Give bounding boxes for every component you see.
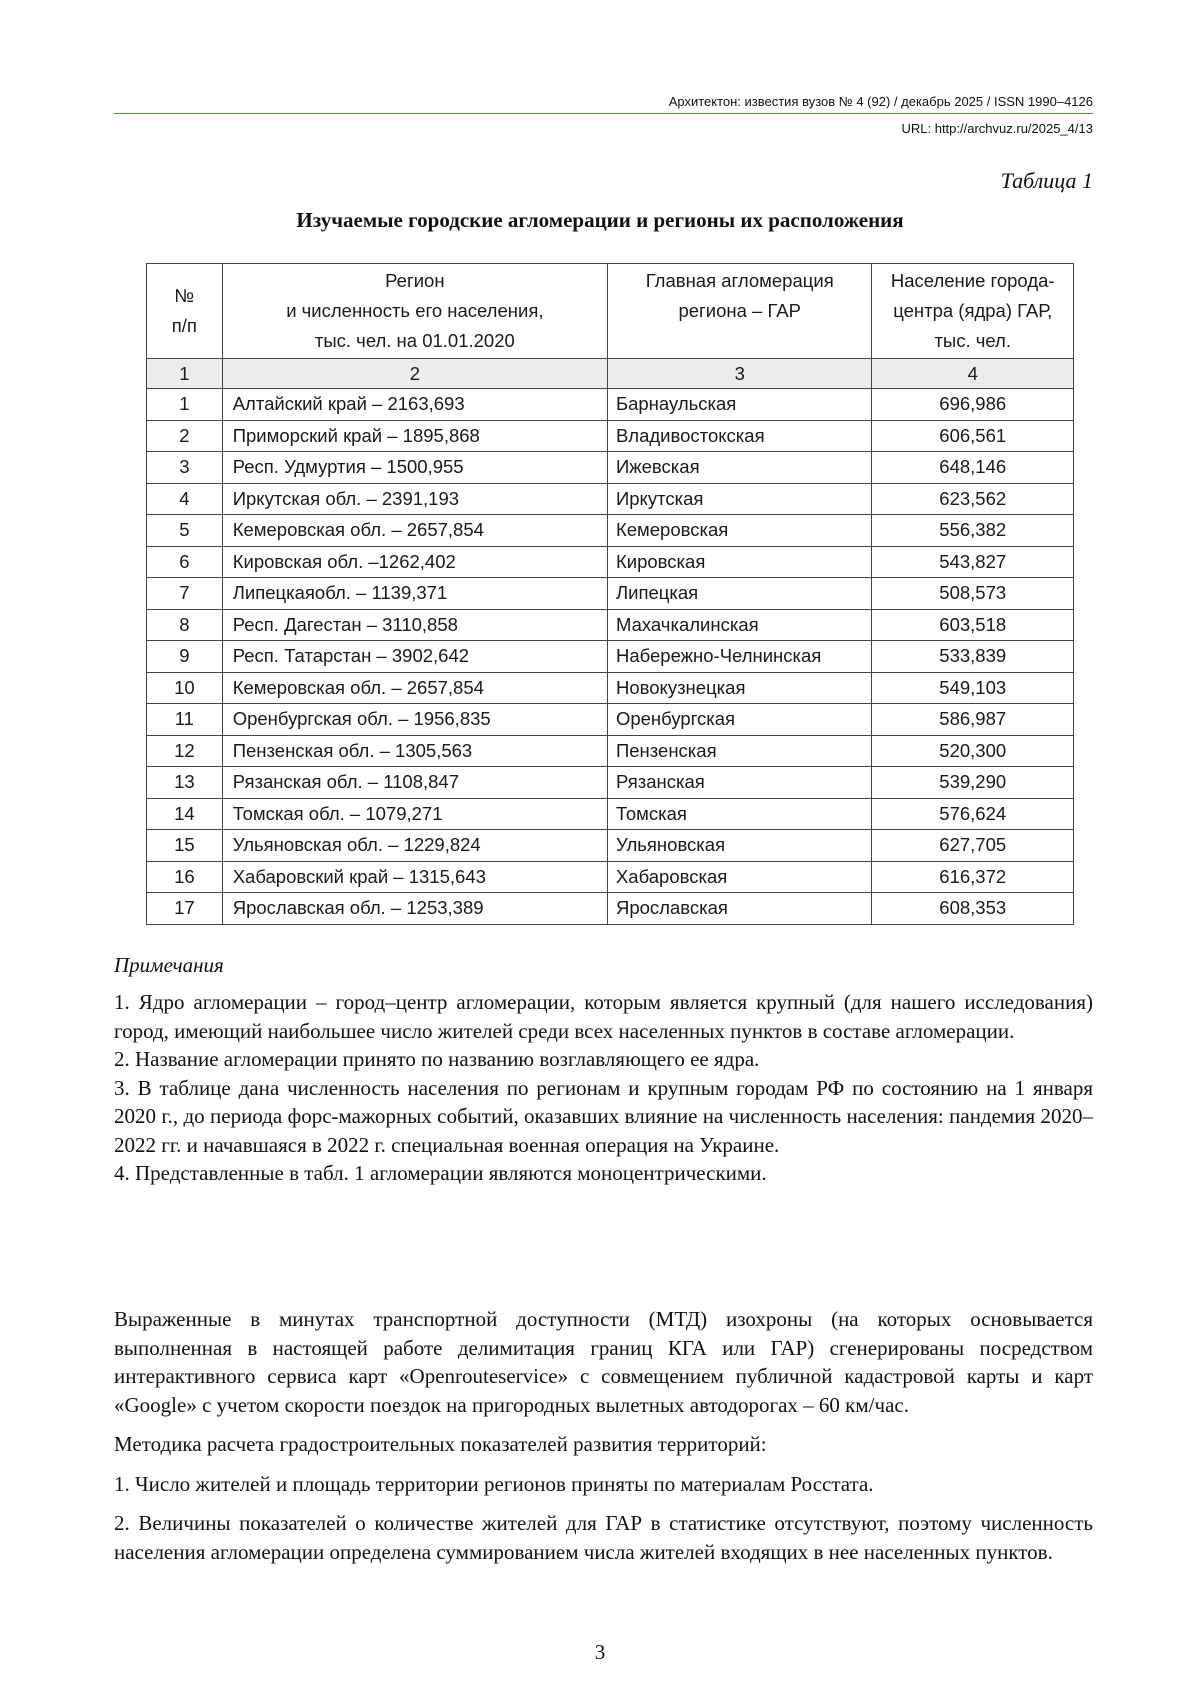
table-row <box>147 672 1074 704</box>
population-cell: 603,518 <box>872 609 1074 641</box>
agglomeration-cell: Пензенская <box>607 735 871 767</box>
column-number: 2 <box>222 359 607 389</box>
row-number: 7 <box>147 578 223 610</box>
header-population-line: центра (ядра) ГАР, <box>893 300 1053 321</box>
header-region <box>222 264 607 359</box>
table-row <box>147 546 1074 578</box>
population-cell: 520,300 <box>872 735 1074 767</box>
table-row <box>147 767 1074 799</box>
agglomeration-cell: Липецкая <box>607 578 871 610</box>
header-population-line: Население города- <box>890 270 1055 291</box>
region-cell: Респ. Удмуртия – 1500,955 <box>222 452 607 484</box>
header-no <box>147 264 223 359</box>
region-cell: Иркутская обл. – 2391,193 <box>222 483 607 515</box>
row-number: 8 <box>147 609 223 641</box>
running-header <box>114 94 1093 137</box>
region-cell: Респ. Татарстан – 3902,642 <box>222 641 607 673</box>
column-number: 4 <box>872 359 1074 389</box>
note-item: 1. Ядро агломерации – город–центр агломерации, которым является крупный (для нашего исследования) город, имеющий наибольшее число жителей среди всех населенных пунктов в составе агломерации. <box>114 990 1093 1043</box>
region-cell: Приморский край – 1895,868 <box>222 420 607 452</box>
agglomeration-cell: Иркутская <box>607 483 871 515</box>
row-number: 1 <box>147 389 223 421</box>
population-cell: 696,986 <box>872 389 1074 421</box>
agglomeration-cell: Кемеровская <box>607 515 871 547</box>
population-cell: 608,353 <box>872 893 1074 925</box>
header-region-line: тыс. чел. на 01.01.2020 <box>314 330 515 351</box>
agglomeration-cell: Новокузнецкая <box>607 672 871 704</box>
row-number: 16 <box>147 861 223 893</box>
table-row <box>147 830 1074 862</box>
column-number: 1 <box>147 359 223 389</box>
row-number: 10 <box>147 672 223 704</box>
agglomeration-cell: Томская <box>607 798 871 830</box>
region-cell: Рязанская обл. – 1108,847 <box>222 767 607 799</box>
row-number: 2 <box>147 420 223 452</box>
agglomeration-cell: Махачкалинская <box>607 609 871 641</box>
region-cell: Ярославская обл. – 1253,389 <box>222 893 607 925</box>
agglomeration-cell: Ульяновская <box>607 830 871 862</box>
region-cell: Хабаровский край – 1315,643 <box>222 861 607 893</box>
row-number: 12 <box>147 735 223 767</box>
body-text <box>114 1305 1093 1577</box>
table-row <box>147 704 1074 736</box>
header-agglomeration-line: региона – ГАР <box>678 300 801 321</box>
row-number: 14 <box>147 798 223 830</box>
table-row <box>147 483 1074 515</box>
region-cell: Алтайский край – 2163,693 <box>222 389 607 421</box>
agglomeration-cell: Барнаульская <box>607 389 871 421</box>
body-paragraph: Методика расчета градостроительных показателей развития территорий: <box>114 1432 767 1456</box>
row-number: 6 <box>147 546 223 578</box>
region-cell: Респ. Дагестан – 3110,858 <box>222 609 607 641</box>
header-region-line: Регион <box>385 270 445 291</box>
table-row <box>147 609 1074 641</box>
table-row <box>147 515 1074 547</box>
population-cell: 539,290 <box>872 767 1074 799</box>
row-number: 11 <box>147 704 223 736</box>
population-cell: 627,705 <box>872 830 1074 862</box>
note-item: 3. В таблице дана численность населения по регионам и крупным городам РФ по состоянию на 1 января 2020 г., до периода форс-мажорных событий, оказавших влияние на численность населения: пандемия 2020–2022 гг. и начавшаяся в 2022 г. специальная военная операция на Украине. <box>114 1075 1093 1157</box>
table-label: Таблица 1 <box>1000 168 1093 193</box>
row-number: 3 <box>147 452 223 484</box>
article-url[interactable]: URL: http://archvuz.ru/2025_4/13 <box>901 121 1093 136</box>
header-no-line: п/п <box>171 315 197 336</box>
table-row <box>147 641 1074 673</box>
note-item: 4. Представленные в табл. 1 агломерации являются моноцентрическими. <box>114 1161 767 1185</box>
table-row <box>147 389 1074 421</box>
header-population <box>872 264 1074 359</box>
population-cell: 623,562 <box>872 483 1074 515</box>
row-number: 4 <box>147 483 223 515</box>
population-cell: 543,827 <box>872 546 1074 578</box>
population-cell: 556,382 <box>872 515 1074 547</box>
population-cell: 616,372 <box>872 861 1074 893</box>
region-cell: Пензенская обл. – 1305,563 <box>222 735 607 767</box>
region-cell: Кемеровская обл. – 2657,854 <box>222 515 607 547</box>
column-number: 3 <box>607 359 871 389</box>
header-agglomeration <box>607 264 871 359</box>
population-cell: 508,573 <box>872 578 1074 610</box>
header-no-line: № <box>174 285 195 306</box>
region-cell: Оренбургская обл. – 1956,835 <box>222 704 607 736</box>
population-cell: 533,839 <box>872 641 1074 673</box>
agglomeration-cell: Хабаровская <box>607 861 871 893</box>
region-cell: Кировская обл. –1262,402 <box>222 546 607 578</box>
table-row <box>147 578 1074 610</box>
table-row <box>147 452 1074 484</box>
table-row <box>147 420 1074 452</box>
table-row <box>147 798 1074 830</box>
column-number-row <box>147 359 1074 389</box>
agglomeration-cell: Ижевская <box>607 452 871 484</box>
population-cell: 549,103 <box>872 672 1074 704</box>
agglomeration-cell: Ярославская <box>607 893 871 925</box>
agglomeration-cell: Кировская <box>607 546 871 578</box>
notes-list <box>114 988 1093 1188</box>
table-row <box>147 893 1074 925</box>
header-region-line: и численность его населения, <box>286 300 544 321</box>
table-header-row <box>147 264 1074 359</box>
notes-title: Примечания <box>114 953 224 977</box>
population-cell: 576,624 <box>872 798 1074 830</box>
header-rule <box>114 113 1093 114</box>
body-paragraph: 1. Число жителей и площадь территории регионов приняты по материалам Росстата. <box>114 1471 874 1496</box>
body-paragraph: 2. Величины показателей о количестве жителей для ГАР в статистике отсутствуют, поэтому численность населения агломерации определена суммированием числа жителей входящих в нее населенных пунктов. <box>114 1511 1093 1564</box>
row-number: 15 <box>147 830 223 862</box>
page-number: 3 <box>594 1640 606 1664</box>
region-cell: Кемеровская обл. – 2657,854 <box>222 672 607 704</box>
row-number: 9 <box>147 641 223 673</box>
region-cell: Томская обл. – 1079,271 <box>222 798 607 830</box>
note-item: 2. Название агломерации принято по названию возглавляющего ее ядра. <box>114 1047 760 1071</box>
journal-citation: Архитектон: известия вузов № 4 (92) / декабрь 2025 / ISSN 1990–4126 <box>668 94 1093 109</box>
population-cell: 586,987 <box>872 704 1074 736</box>
body-paragraph: Выраженные в минутах транспортной доступности (МТД) изохроны (на которых основывается выполненная в настоящей работе делимитация границ КГА или ГАР) сгенерированы посредством интерактивного сервиса карт «Openrouteservice» с совмещением публичной кадастровой карты и карт «Google» с учетом скорости поездок на пригородных вылетных автодорогах – 60 км/час. <box>114 1307 1093 1417</box>
agglomerations-table <box>146 263 1074 925</box>
region-cell: Ульяновская обл. – 1229,824 <box>222 830 607 862</box>
table-row <box>147 861 1074 893</box>
agglomeration-cell: Рязанская <box>607 767 871 799</box>
agglomeration-cell: Владивостокская <box>607 420 871 452</box>
header-agglomeration-line: Главная агломерация <box>645 270 834 291</box>
population-cell: 648,146 <box>872 452 1074 484</box>
agglomeration-cell: Набережно-Челнинская <box>607 641 871 673</box>
header-population-line: тыс. чел. <box>934 330 1011 351</box>
row-number: 5 <box>147 515 223 547</box>
region-cell: Липецкаяобл. – 1139,371 <box>222 578 607 610</box>
row-number: 13 <box>147 767 223 799</box>
population-cell: 606,561 <box>872 420 1074 452</box>
agglomeration-cell: Оренбургская <box>607 704 871 736</box>
table-row <box>147 735 1074 767</box>
table-title: Изучаемые городские агломерации и регионы их расположения <box>296 208 904 232</box>
table-body <box>147 359 1074 925</box>
row-number: 17 <box>147 893 223 925</box>
